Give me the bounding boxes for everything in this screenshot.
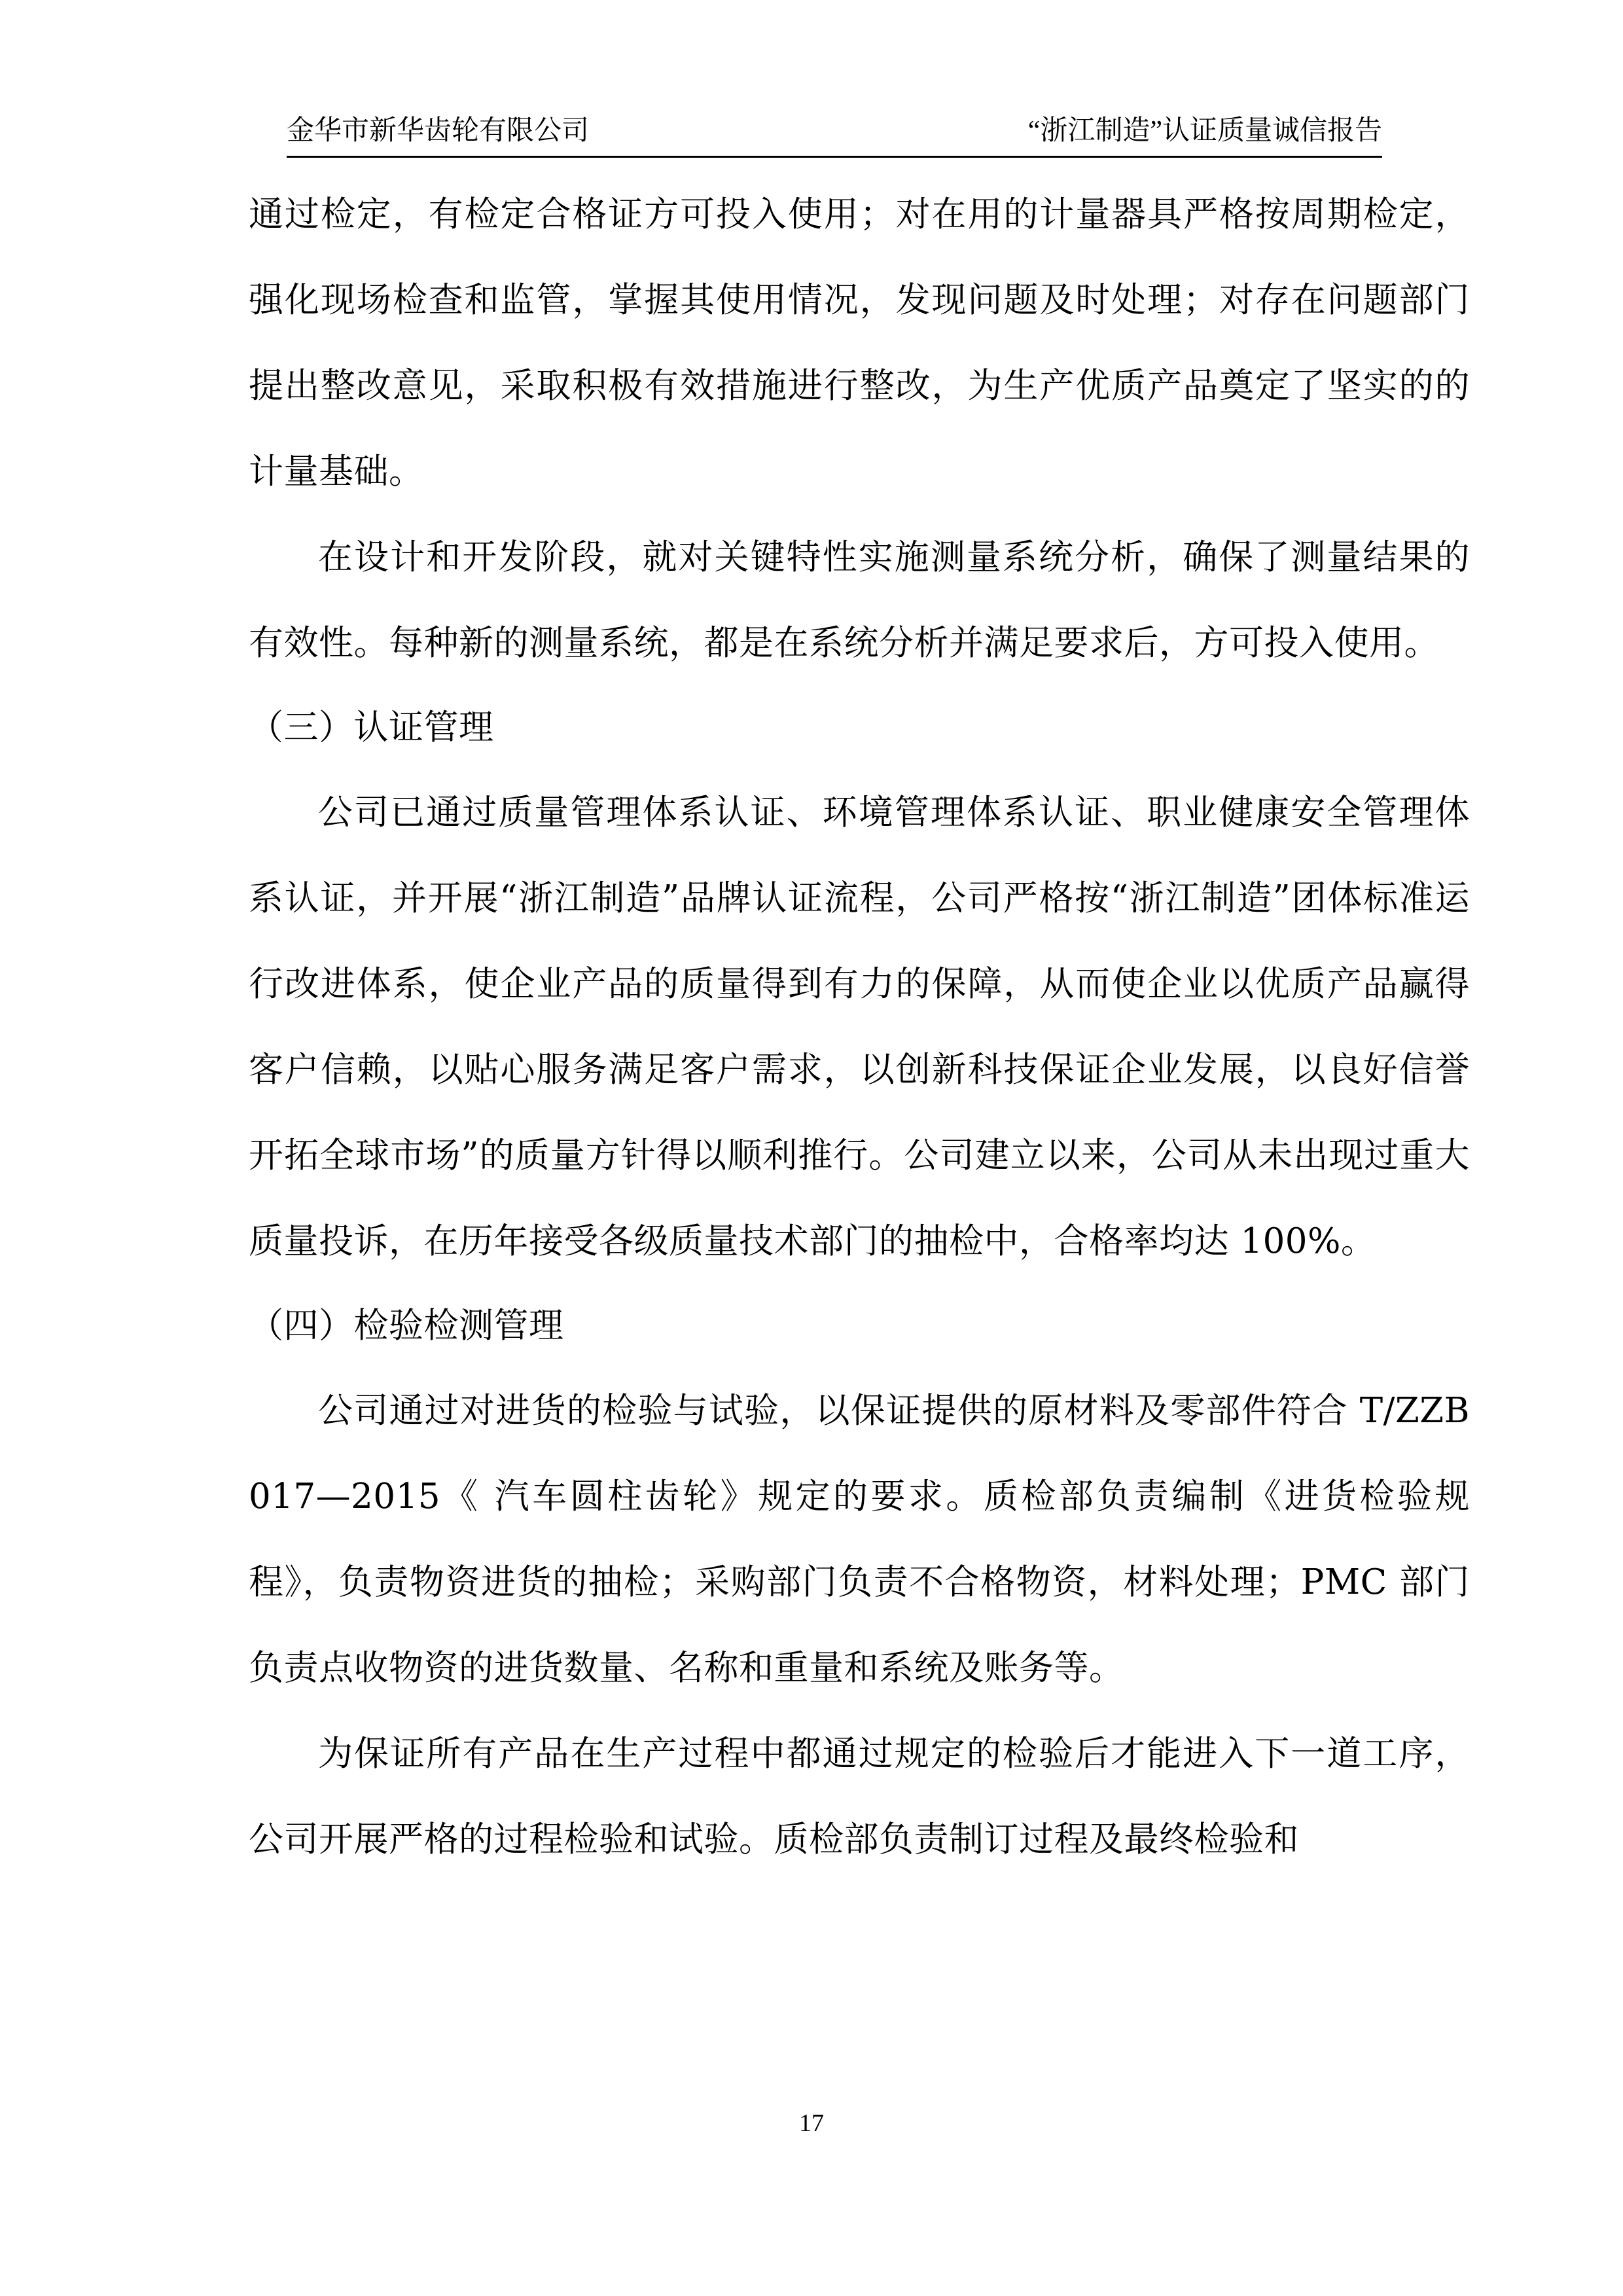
paragraph-incoming-inspection: 公司通过对进货的检验与试验，以保证提供的原材料及零部件符合 T/ZZB 017—2015《 汽车圆柱齿轮》规定的要求。质检部负责编制《进货检验规程》，负责物资进货的抽检；采购部门负责不合格物资，材料处理；PMC 部门负责点收物资的进货数量、名称和重量和系统及账务等。 <box>249 1391 1470 1688</box>
paragraph-process-inspection: 为保证所有产品在生产过程中都通过规定的检验后才能进入下一道工序，公司开展严格的过程检验和试验。质检部负责制订过程及最终检验和 <box>249 1734 1470 1859</box>
page-header <box>287 109 1382 158</box>
page-number: 17 <box>799 2109 824 2137</box>
paragraph-certification-management: 公司已通过质量管理体系认证、环境管理体系认证、职业健康安全管理体系认证，并开展“浙江制造”品牌认证流程，公司严格按“浙江制造”团体标准运行改进体系，使企业产品的质量得到有力的保障，从而使企业以优质产品赢得客户信赖，以贴心服务满足客户需求，以创新科技保证企业发展，以良好信誉开拓全球市场”的质量方针得以顺利推行。公司建立以来，公司从未出现过重大质量投诉，在历年接受各级质量技术部门的抽检中，合格率均达 100%。 <box>249 793 1470 1261</box>
header-report-title: “浙江制造”认证质量诚信报告 <box>1027 116 1382 146</box>
paragraph-metrology-continued: 通过检定，有检定合格证方可投入使用；对在用的计量器具严格按周期检定，强化现场检查和监管，掌握其使用情况，发现问题及时处理；对存在问题部门提出整改意见，采取积极有效措施进行整改，为生产优质产品奠定了坚实的的计量基础。 <box>249 194 1470 492</box>
paragraph-measurement-system-analysis: 在设计和开发阶段，就对关键特性实施测量系统分析，确保了测量结果的有效性。每种新的测量系统，都是在系统分析并满足要求后，方可投入使用。 <box>249 537 1470 663</box>
section-heading-inspection: （四）检验检测管理 <box>249 1306 564 1346</box>
header-company-name: 金华市新华齿轮有限公司 <box>287 116 590 146</box>
document-body <box>249 171 1470 1882</box>
section-heading-certification: （三）认证管理 <box>249 708 494 747</box>
